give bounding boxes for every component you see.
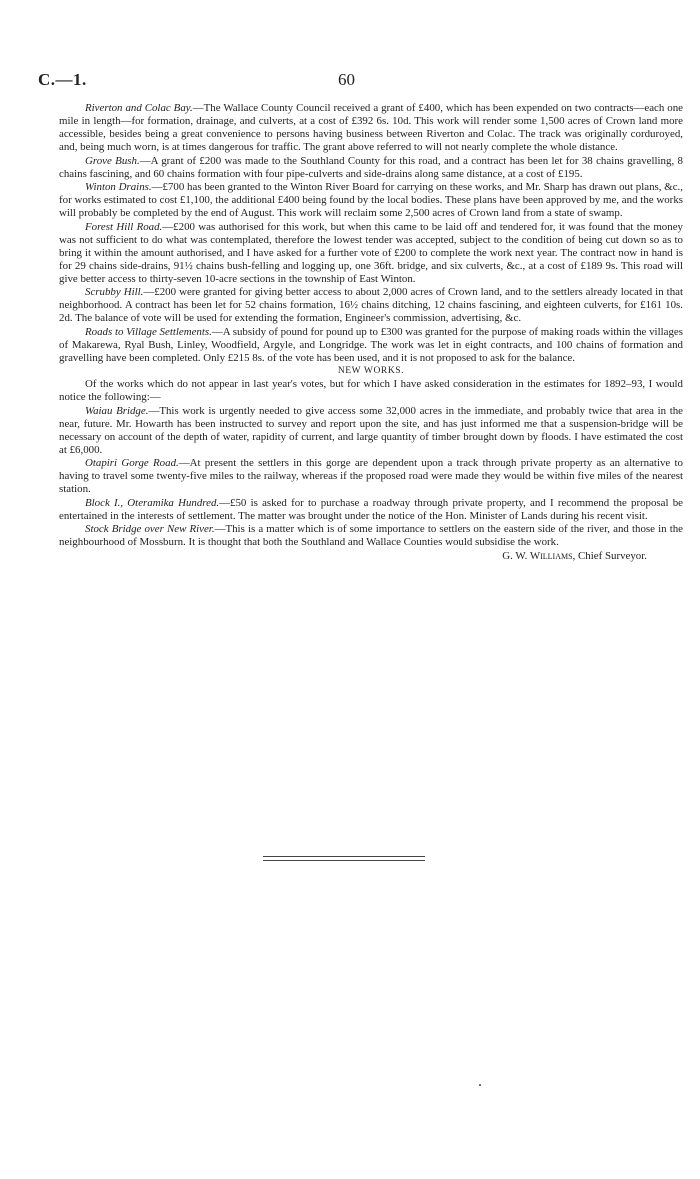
paragraph-title: Scrubby Hill. [85,286,144,299]
paragraph-text: —This is a matter which is of some importance to settlers on the eastern side of the river, and those in the neighbourhood of Mossburn. It is thought that both the Southland and Wallace Counties would subsidise the work. [59,523,683,549]
paragraph-scrubby-hill [59,286,683,325]
paragraph-text: —At present the settlers in this gorge are dependent upon a track through private property as an alternative to having to travel some twenty-five miles to the railway, whereas if the proposed road were made they would be within five miles of the nearest station. [59,457,683,496]
paragraph-title: Stock Bridge over New River. [85,523,215,536]
paragraph-waiau-bridge [59,405,683,457]
paragraph-text: —£200 was authorised for this work, but when this came to be laid off and tendered for, it was found that the money was not sufficient to do what was contemplated, therefore the lowest tender was accepted, subject to the condition of being cut down so as to bring it within the amount authorised, and I have asked for a further vote of £200 to complete the work next year. The contract now in hand is for 29 chains side-drains, 91½ chains bush-felling and logging up, one 36ft. bridge, and six culverts, &c., at a cost of £189 9s. This road will give better access to thirty-seven 10-acre sections in the township of East Winton. [59,220,683,285]
page-number: 60 [338,70,355,89]
paragraph-otapiri-gorge [59,457,683,496]
paragraph-text: —The Wallace County Council received a grant of £400, which has been expended on two contracts—each one mile in length—for formation, drainage, and culverts, at a cost of £392 6s. 10d. This work will render some 1,500 acres of Crown land more accessible, besides being a great convenience to persons having business between Riverton and Colac. The track was originally corduroyed, and, being much worn, is at times dangerous for traffic. The grant above referred to will not nearly complete the whole distance. [59,102,684,154]
paragraph-text: —A subsidy of pound for pound up to £300 was granted for the purpose of making roads within the villages of Makarewa, Ryal Bush, Linley, Woodfield, Argyle, and Longridge. The work was let in eight contracts, and 100 chains of formation and gravelling have been completed. Only £215 8s. of the vote has been used, and it is not proposed to ask for the balance. [59,325,683,364]
paragraph-riverton-colac [59,102,683,154]
paragraph-grove-bush [59,155,683,181]
paragraph-title: Winton Drains. [85,181,152,194]
paragraph-village-settlements [59,326,683,365]
paragraph-title: Grove Bush. [85,154,140,167]
paragraph-text: —£700 has been granted to the Winton River Board for carrying on these works, and Mr. Sharp has drawn out plans, &c., for works estimated to cost £1,100, the additional £400 being found by the local bodies. These plans have been approved by me, and the works will probably be completed by the end of August. This work will reclaim some 2,500 acres of Crown land from a state of swamp. [59,181,683,220]
section-heading: NEW WORKS. [337,366,405,377]
document-id: C.—1. [38,70,87,89]
paragraph-title: Waiau Bridge. [85,404,149,417]
paragraph-intro: Of the works which do not appear in last year's votes, but for which I have asked consideration in the estimates for 1892–93, I would notice the following:— [59,378,683,404]
paragraph-stock-bridge [59,523,683,549]
paragraph-text: —This work is urgently needed to give access some 32,000 acres in the immediate, and probably twice that area in the near, future. Mr. Howarth has been instructed to survey and report upon the site, and has just informed me that a suspension-bridge will be necessary on account of the depth of water, rapidity of current, and large quantity of timber brought down by floods. I have estimated the cost at £6,000. [59,404,683,456]
paragraph-title: Forest Hill Road. [85,220,163,233]
paragraph-title: Otapiri Gorge Road. [85,457,179,470]
paragraph-block-oteramika [59,497,683,523]
paragraph-text: —A grant of £200 was made to the Southland County for this road, and a contract has been let for 38 chains gravelling, 8 chains fascining, and 60 chains formation with four pipe-culverts and side-drains along same distance, at a cost of £195. [59,154,683,180]
paragraph-title: Roads to Village Settlements. [85,325,212,338]
page-speck [479,1084,481,1086]
signature-name: G. W. Williams [502,549,573,562]
signature [59,550,683,563]
paragraph-text: —£50 is asked for to purchase a roadway through private property, and I recommend the proposal be entertained in the interests of settlement. The matter was brought under the notice of the Hon. Minister of Lands during his recent visit. [59,496,683,522]
signature-role: , Chief Surveyor. [572,549,647,562]
end-rule-bottom [263,860,425,861]
paragraph-title: Riverton and Colac Bay. [85,102,193,114]
end-rule-top [263,856,425,857]
page-header [38,70,662,94]
paragraph-title: Block I., Oteramika Hundred. [85,496,220,509]
document-body [59,102,683,563]
paragraph-forest-hill-road [59,221,683,286]
paragraph-text: —£200 were granted for giving better access to about 2,000 acres of Crown land, and to the settlers already located in that neighborhood. A contract has been let for 52 chains formation, 16½ chains ditching, 12 chains fascining, and eighteen culverts, for £161 10s. 2d. The balance of vote will be used for extending the formation, Engineer's commission, advertising, &c. [59,286,683,325]
paragraph-winton-drains [59,181,683,220]
